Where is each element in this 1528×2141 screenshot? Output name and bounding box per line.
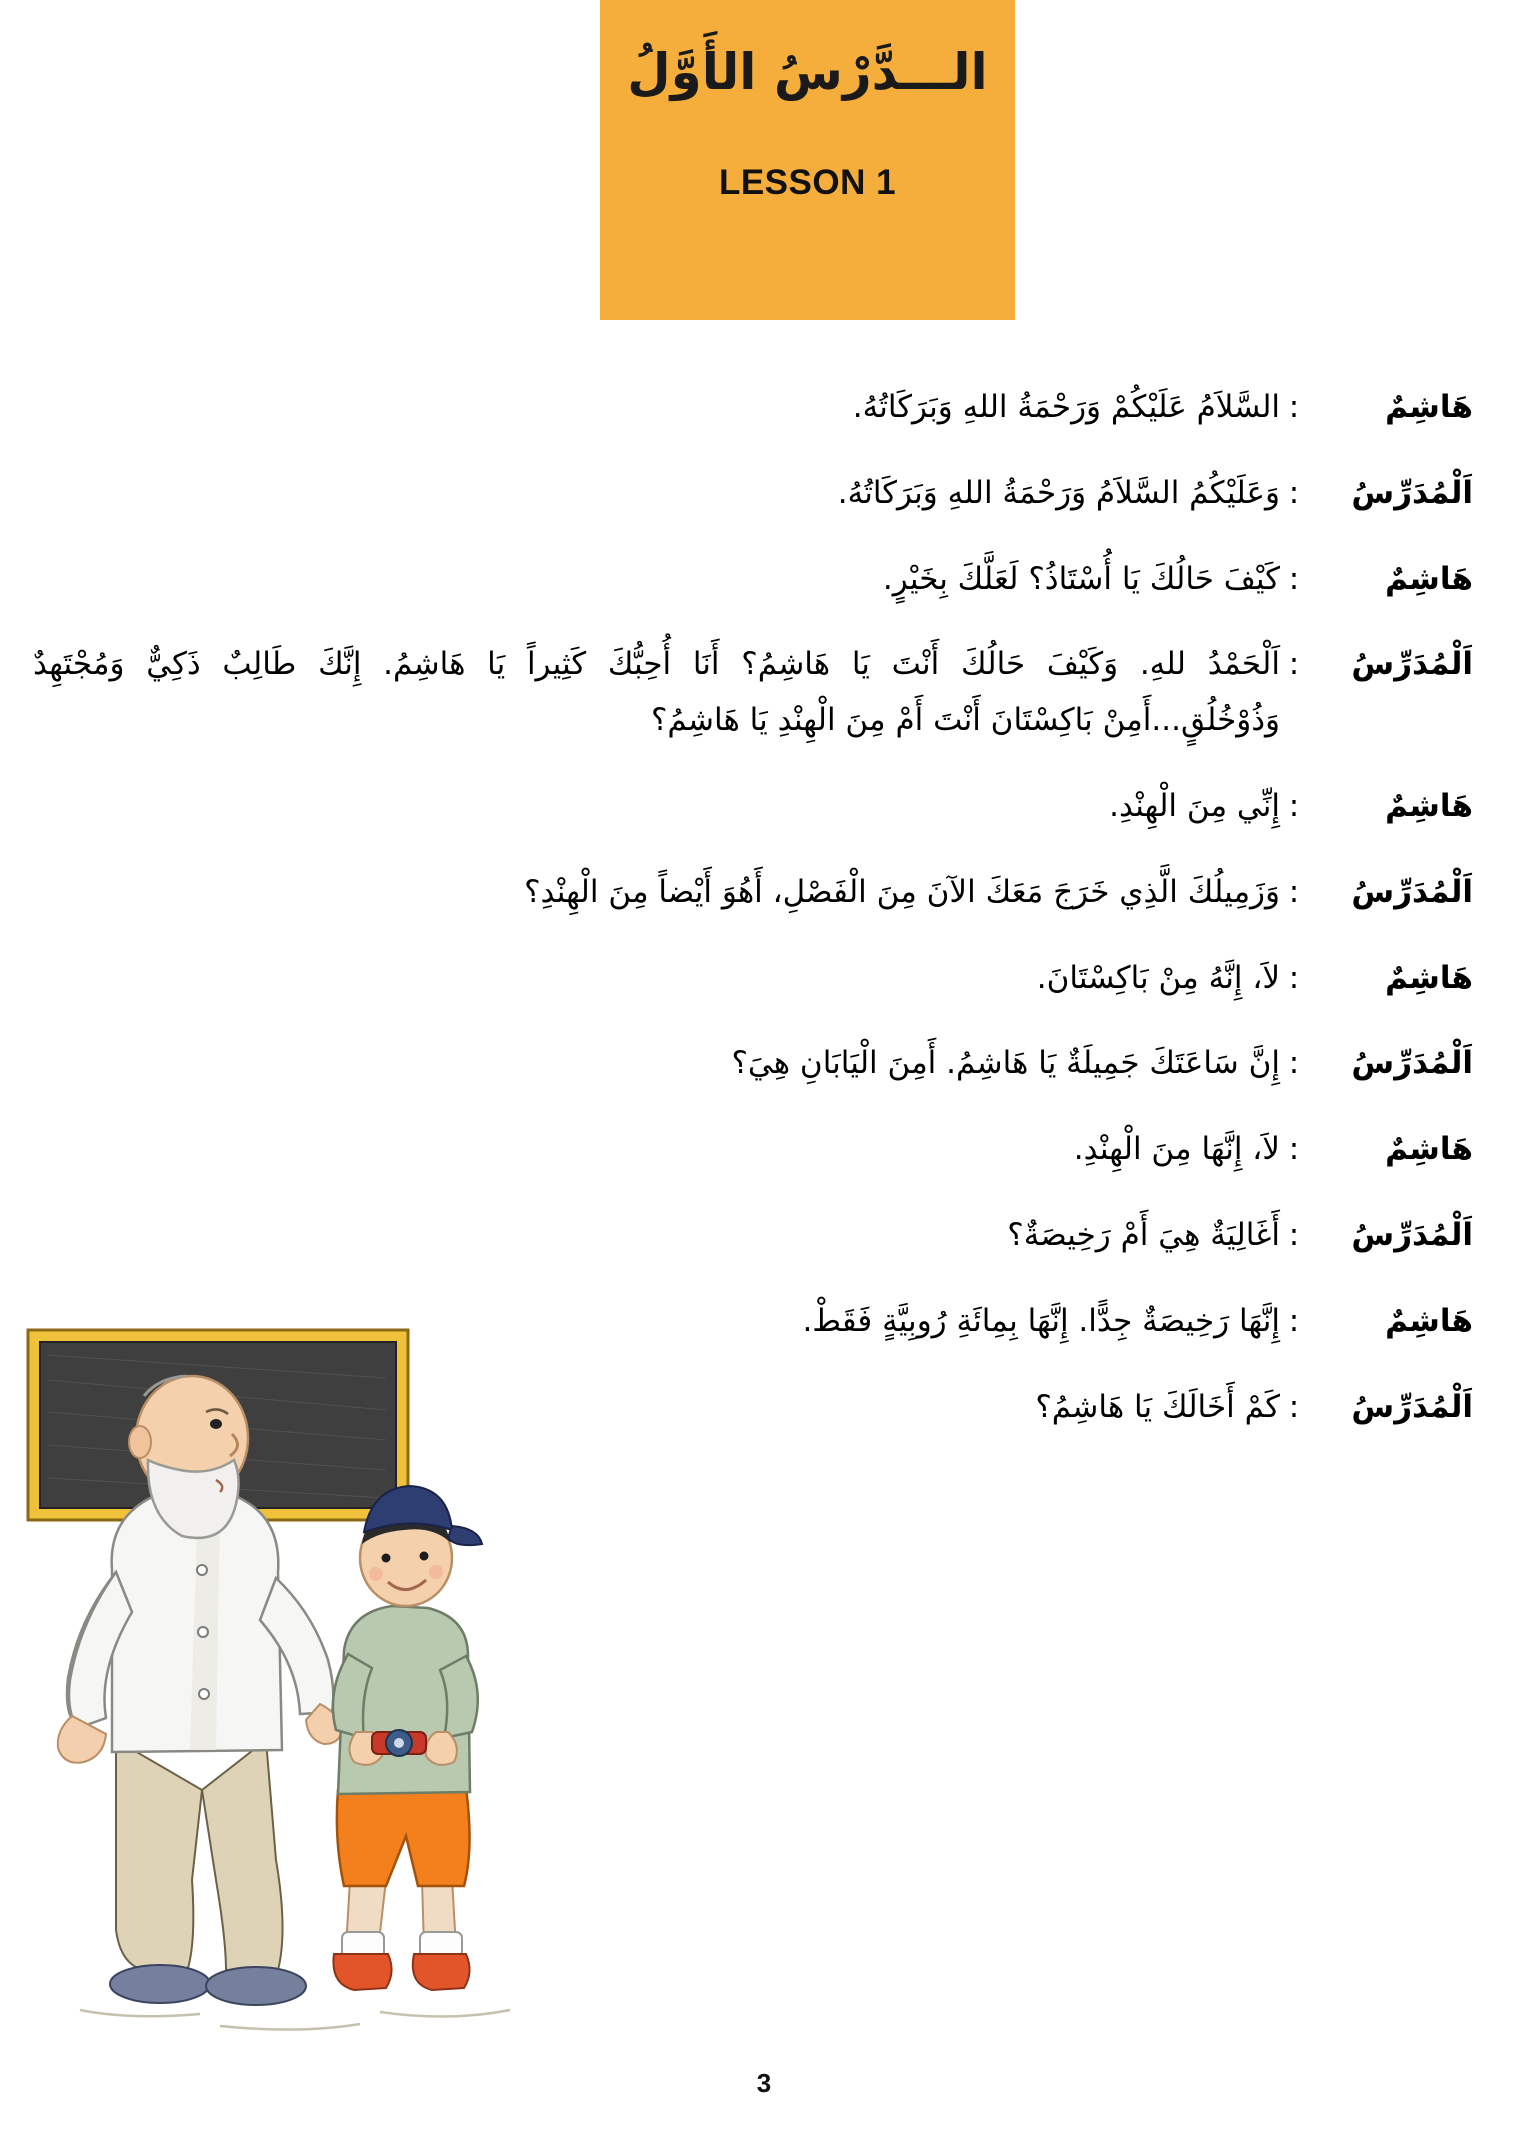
colon-separator: : bbox=[1288, 787, 1300, 824]
speaker-label: هَاشِمٌ bbox=[1385, 1131, 1473, 1168]
dialogue-text: وَعَلَيْكُمُ السَّلاَمُ وَرَحْمَةُ اللهِ وَبَرَكَاتُهُ. bbox=[837, 474, 1280, 511]
colon-separator: : bbox=[1288, 1302, 1300, 1339]
dialogue-text: لاَ، إِنَّهُ مِنْ بَاكِسْتَانَ. bbox=[1036, 959, 1280, 996]
colon-separator: : bbox=[1288, 1216, 1300, 1253]
dialogue-text: كَيْفَ حَالُكَ يَا أُسْتَاذُ؟ لَعَلَّكَ بِخَيْرٍ. bbox=[882, 560, 1280, 597]
dialogue-text: إِنَّهَا رَخِيصَةٌ جِدًّا. إِنَّهَا بِمِائَةِ رُوبِيَّةٍ فَقَطْ. bbox=[802, 1302, 1280, 1339]
lesson-title-english: LESSON 1 bbox=[718, 163, 897, 202]
page-number: 3 bbox=[756, 2068, 772, 2098]
colon-separator: : bbox=[1288, 1045, 1300, 1082]
dialogue-line bbox=[33, 466, 1473, 522]
dialogue-text: إِنَّ سَاعَتَكَ جَمِيلَةٌ يَا هَاشِمُ. أَمِنَ الْيَابَانِ هِيَ؟ bbox=[731, 1045, 1280, 1082]
speaker-label: هَاشِمٌ bbox=[1385, 959, 1473, 996]
speaker-label: هَاشِمٌ bbox=[1385, 1302, 1473, 1339]
dialogue-text: إِنِّي مِنَ الْهِنْدِ. bbox=[1109, 787, 1280, 824]
speaker-label: هَاشِمٌ bbox=[1385, 560, 1473, 597]
dialogue-line bbox=[33, 1122, 1473, 1178]
speaker-label: هَاشِمٌ bbox=[1385, 787, 1473, 824]
dialogue-text: لاَ، إِنَّهَا مِنَ الْهِنْدِ. bbox=[1073, 1131, 1280, 1168]
colon-separator: : bbox=[1288, 646, 1300, 683]
dialogue-line bbox=[33, 380, 1473, 436]
colon-separator: : bbox=[1288, 1131, 1300, 1168]
dialogue-text: كَمْ أَخَالَكَ يَا هَاشِمُ؟ bbox=[1035, 1388, 1280, 1425]
dialogue-list bbox=[33, 380, 1473, 1465]
lesson-title-arabic: الـــدَّرْسُ الأَوَّلُ bbox=[627, 43, 988, 101]
speaker-label: هَاشِمٌ bbox=[1385, 389, 1473, 425]
dialogue-text: السَّلاَمُ عَلَيْكُمْ وَرَحْمَةُ اللهِ وَبَرَكَاتُهُ. bbox=[852, 389, 1280, 425]
colon-separator: : bbox=[1288, 474, 1300, 511]
speaker-label: اَلْمُدَرِّسُ bbox=[1351, 1045, 1473, 1082]
dialogue-line bbox=[33, 552, 1473, 608]
colon-separator: : bbox=[1288, 389, 1300, 425]
dialogue-line bbox=[33, 637, 1473, 749]
dialogue-line bbox=[33, 779, 1473, 835]
colon-separator: : bbox=[1288, 873, 1300, 910]
dialogue-line bbox=[33, 1036, 1473, 1092]
dialogue-text: وَزَمِيلُكَ الَّذِي خَرَجَ مَعَكَ الآنَ مِنَ الْفَصْلِ، أَهُوَ أَيْضاً مِنَ الْهِنْدِ؟ bbox=[524, 873, 1280, 910]
dialogue-line bbox=[33, 1208, 1473, 1264]
speaker-label: اَلْمُدَرِّسُ bbox=[1351, 646, 1473, 683]
colon-separator: : bbox=[1288, 560, 1300, 597]
lesson-header-box bbox=[600, 0, 1015, 320]
speaker-label: اَلْمُدَرِّسُ bbox=[1351, 474, 1473, 511]
dialogue-text: اَلْحَمْدُ للهِ. وَكَيْفَ حَالُكَ أَنْتَ يَا هَاشِمُ؟ أَنَا أُحِبُّكَ كَثِيراً يَا هَاشِمُ. إِنَّكَ طَالِبٌ ذَكِيٌّ وَمُجْتَهِدٌ وَذُوْخُلُقٍ...أَمِنْ بَاكِسْتَانَ أَنْتَ أَمْ مِنَ الْهِنْدِ يَا هَاشِمُ؟ bbox=[33, 646, 1280, 739]
teacher-and-boy-illustration bbox=[20, 1320, 640, 2050]
dialogue-text: أَغَالِيَةٌ هِيَ أَمْ رَخِيصَةٌ؟ bbox=[1007, 1216, 1280, 1253]
speaker-label: اَلْمُدَرِّسُ bbox=[1351, 1388, 1473, 1425]
speaker-label: اَلْمُدَرِّسُ bbox=[1351, 873, 1473, 910]
speaker-label: اَلْمُدَرِّسُ bbox=[1351, 1216, 1473, 1253]
dialogue-line bbox=[33, 865, 1473, 921]
dialogue-line bbox=[33, 951, 1473, 1007]
colon-separator: : bbox=[1288, 1388, 1300, 1425]
colon-separator: : bbox=[1288, 959, 1300, 996]
